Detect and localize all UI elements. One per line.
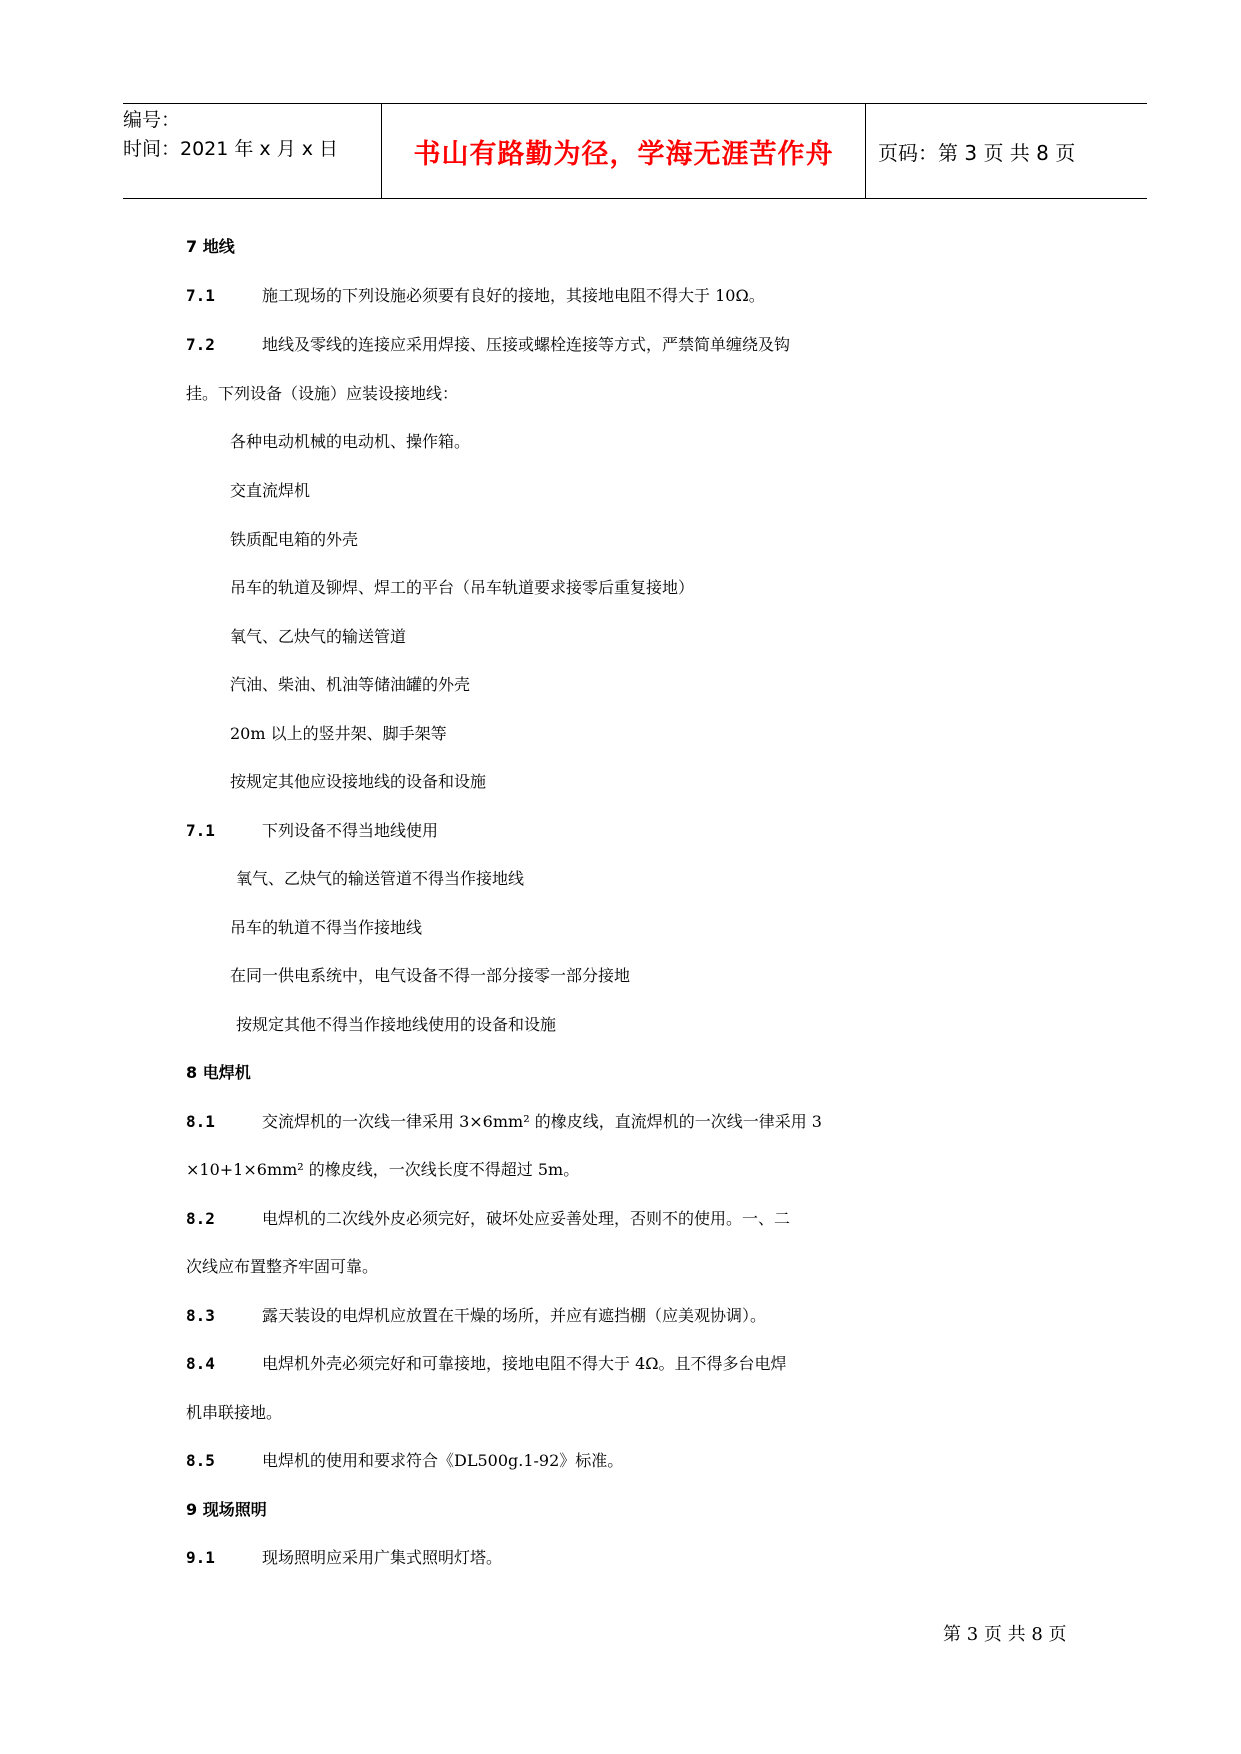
paragraph-text: 电焊机外壳必须完好和可靠接地，接地电阻不得大于 4Ω。且不得多台电焊 [262,1354,787,1373]
list-item: 氧气、乙炔气的输送管道不得当作接地线 [236,869,525,888]
list-item: 吊车的轨道不得当作接地线 [230,918,423,937]
paragraph-8-4 [186,1351,787,1374]
paragraph-text: 露天装设的电焊机应放置在干燥的场所，并应有遮挡棚（应美观协调）。 [262,1306,767,1325]
paragraph-number: 8.4 [186,1354,215,1373]
code-label: 编号： [123,109,181,131]
paragraph-7-2 [186,332,790,355]
list-item: 吊车的轨道及铆焊、焊工的平台（吊车轨道要求接零后重复接地） [230,578,695,597]
paragraph-number: 7.1 [186,821,215,840]
paragraph-number: 7.2 [186,335,215,354]
paragraph-8-4-continued: 机串联接地。 [186,1403,283,1422]
paragraph-text: 下列设备不得当地线使用 [262,821,439,840]
list-item: 20m 以上的竖井架、脚手架等 [230,724,447,743]
document-header [123,103,1147,199]
header-meta [123,104,382,198]
paragraph-9-1 [186,1545,502,1568]
paragraph-number: 8.5 [186,1451,215,1470]
header-motto: 书山有路勤为径，学海无涯苦作舟 [413,138,834,170]
paragraph-7-1 [186,283,765,306]
time-label: 时间：2021 年 x 月 x 日 [123,138,339,160]
paragraph-text: 电焊机的二次线外皮必须完好，破坏处应妥善处理，否则不的使用。一、二 [262,1209,791,1228]
list-item: 在同一供电系统中，电气设备不得一部分接零一部分接地 [230,966,631,985]
header-page-info: 页码：第 3 页 共 8 页 [878,140,1076,165]
paragraph-text: 现场照明应采用广集式照明灯塔。 [262,1548,503,1567]
list-item: 汽油、柴油、机油等储油罐的外壳 [230,675,471,694]
paragraph-8-5 [186,1448,623,1471]
list-item: 按规定其他不得当作接地线使用的设备和设施 [236,1015,557,1034]
paragraph-text: 施工现场的下列设施必须要有良好的接地，其接地电阻不得大于 10Ω。 [262,286,765,305]
section-8-title: 8 电焊机 [186,1063,251,1082]
paragraph-number: 8.3 [186,1306,215,1325]
paragraph-number: 8.2 [186,1209,215,1228]
list-item: 按规定其他应设接地线的设备和设施 [230,772,487,791]
list-item: 氧气、乙炔气的输送管道 [230,627,407,646]
paragraph-number: 7.1 [186,286,215,305]
section-7-title: 7 地线 [186,237,235,256]
paragraph-8-1 [186,1109,822,1132]
list-item: 交直流焊机 [230,481,311,500]
paragraph-8-2 [186,1206,790,1229]
paragraph-number: 9.1 [186,1548,215,1567]
paragraph-text: 电焊机的使用和要求符合《DL500g.1-92》标准。 [262,1451,624,1470]
paragraph-text: 地线及零线的连接应采用焊接、压接或螺栓连接等方式，严禁简单缠绕及钩 [262,335,791,354]
list-item: 铁质配电箱的外壳 [230,530,359,549]
paragraph-8-1-continued: ×10+1×6mm² 的橡皮线，一次线长度不得超过 5m。 [186,1160,580,1179]
paragraph-8-3 [186,1303,766,1326]
paragraph-7-1-b [186,818,438,841]
header-motto-cell [382,104,866,198]
paragraph-7-2-continued: 挂。下列设备（设施）应装设接地线： [186,384,459,403]
section-9-title: 9 现场照明 [186,1500,267,1519]
page-footer: 第 3 页 共 8 页 [943,1624,1067,1645]
list-item: 各种电动机械的电动机、操作箱。 [230,432,471,451]
paragraph-text: 交流焊机的一次线一律采用 3×6mm² 的橡皮线，直流焊机的一次线一律采用 3 [262,1112,822,1131]
paragraph-8-2-continued: 次线应布置整齐牢固可靠。 [186,1257,379,1276]
paragraph-number: 8.1 [186,1112,215,1131]
